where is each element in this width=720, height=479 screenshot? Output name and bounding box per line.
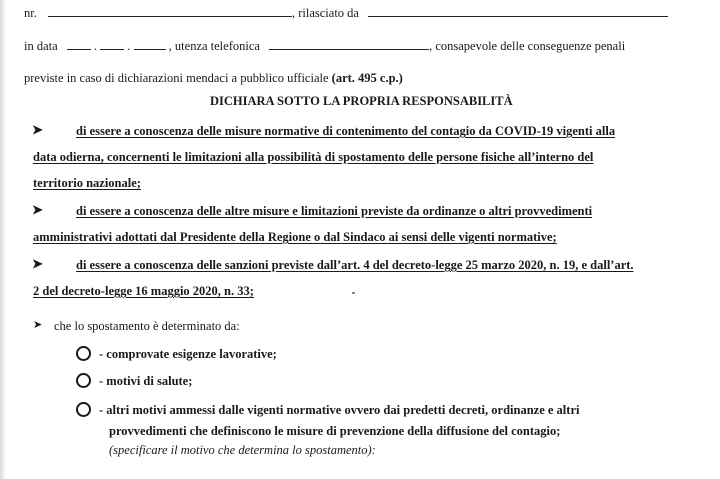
date-day-field[interactable] bbox=[67, 38, 91, 50]
date-separator: . bbox=[127, 39, 131, 53]
phone-field[interactable] bbox=[269, 38, 429, 50]
page-edge-shadow bbox=[0, 0, 6, 479]
option-work-checkbox[interactable] bbox=[76, 346, 91, 361]
scan-speck bbox=[352, 292, 355, 294]
date-separator: . bbox=[93, 39, 98, 53]
option-work-label: - comprovate esigenze lavorative; bbox=[99, 347, 277, 361]
date-label: in data bbox=[24, 39, 58, 53]
header-line-3 bbox=[24, 71, 403, 86]
nr-label: nr. bbox=[24, 6, 37, 20]
issued-by-label: , rilasciato da bbox=[291, 6, 359, 20]
movement-intro: che lo spostamento è determinato da: bbox=[54, 319, 240, 333]
statement-1-line-3: territorio nazionale; bbox=[33, 176, 141, 190]
option-other-label-line-1: - altri motivi ammessi dalle vigenti normative ovvero dai predetti decreti, ordinanze e altri bbox=[99, 403, 580, 417]
arrowhead-bullet-icon: ➤ bbox=[32, 202, 43, 217]
statement-1-line-2: data odierna, concernenti le limitazioni alla possibilità di spostamento delle persone fisiche all’interno del bbox=[33, 150, 594, 164]
date-year-field[interactable] bbox=[134, 38, 166, 50]
declaration-title: DICHIARA SOTTO LA PROPRIA RESPONSABILITÀ bbox=[210, 94, 513, 108]
arrowhead-bullet-icon: ➤ bbox=[32, 122, 43, 137]
header-line-2 bbox=[24, 38, 625, 54]
article-reference: (art. 495 c.p.) bbox=[331, 71, 403, 85]
statement-3-line-1: di essere a conoscenza delle sanzioni previste dall’art. 4 del decreto-legge 25 marzo 2020, n. 19, e dall’art. bbox=[76, 258, 634, 272]
statement-2-line-1: di essere a conoscenza delle altre misure e limitazioni previste da ordinanze o altri provvedimenti bbox=[76, 204, 593, 218]
option-other-label-line-2: provvedimenti che definiscono le misure di prevenzione della diffusione del contagio; bbox=[109, 424, 561, 438]
phone-label: , utenza telefonica bbox=[168, 39, 260, 53]
statement-3-line-2: 2 del decreto-legge 16 maggio 2020, n. 33; bbox=[33, 284, 254, 298]
option-other-checkbox[interactable] bbox=[76, 402, 91, 417]
option-other-hint: (specificare il motivo che determina lo spostamento): bbox=[109, 443, 376, 457]
date-month-field[interactable] bbox=[100, 38, 124, 50]
option-health-checkbox[interactable] bbox=[76, 373, 91, 388]
arrowhead-bullet-icon: ➤ bbox=[33, 319, 43, 331]
nr-field[interactable] bbox=[48, 5, 292, 17]
false-declaration-text: previste in caso di dichiarazioni mendaci a pubblico ufficiale bbox=[24, 71, 329, 85]
option-health-label: - motivi di salute; bbox=[99, 374, 193, 388]
statement-2-line-2: amministrativi adottati dal Presidente della Regione o dal Sindaco ai sensi delle vigenti normative; bbox=[33, 230, 557, 244]
arrowhead-bullet-icon: ➤ bbox=[32, 256, 43, 271]
penalties-aware-text: , consapevole delle conseguenze penali bbox=[429, 39, 626, 53]
header-line-1 bbox=[24, 5, 668, 21]
statement-1-line-1: di essere a conoscenza delle misure normative di contenimento del contagio da COVID-19 vigenti alla bbox=[76, 124, 616, 138]
issued-by-field[interactable] bbox=[368, 5, 668, 17]
